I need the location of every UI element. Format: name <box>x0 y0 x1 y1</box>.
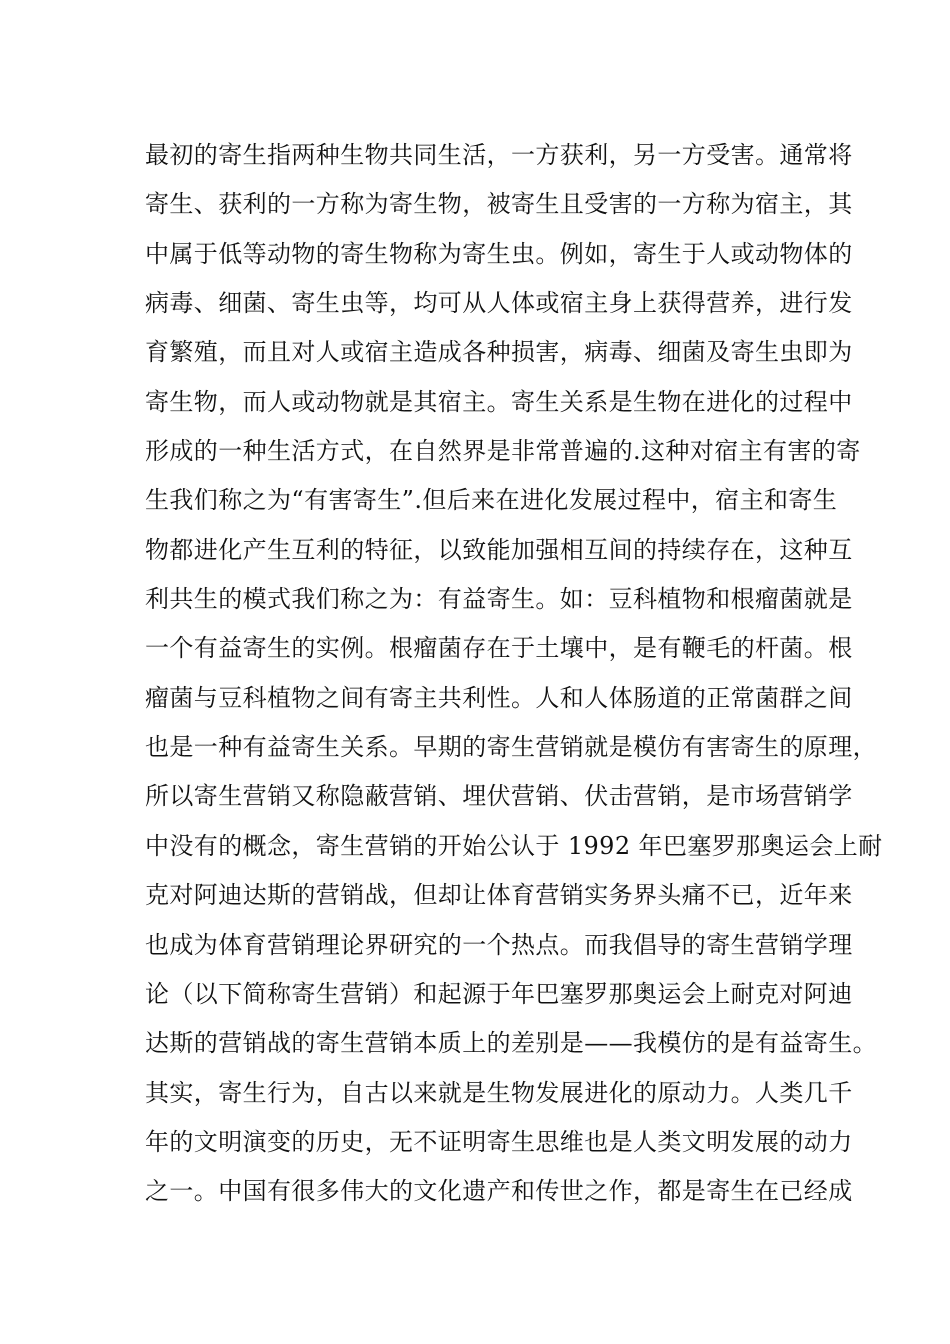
text-line-2: 寄生、获利的一方称为寄生物，被寄生且受害的一方称为宿主，其 <box>145 190 853 219</box>
text-line-22: 之一。中国有很多伟大的文化遗产和传世之作，都是寄生在已经成 <box>145 1177 853 1206</box>
text-line-7: 形成的一种生活方式，在自然界是非常普遍的.这种对宿主有害的寄 <box>145 437 861 466</box>
text-line-10: 利共生的模式我们称之为：有益寄生。如：豆科植物和根瘤菌就是 <box>145 585 853 614</box>
text-line-1: 最初的寄生指两种生物共同生活，一方获利，另一方受害。通常将 <box>145 141 853 169</box>
text-line-9: 物都进化产生互利的特征，以致能加强相互间的持续存在，这种互 <box>145 535 853 564</box>
text-line-17: 也成为体育营销理论界研究的一个热点。而我倡导的寄生营销学理 <box>145 930 853 959</box>
text-line-19: 达斯的营销战的寄生营销本质上的差别是——我模仿的是有益寄生。 <box>145 1029 877 1058</box>
text-line-5: 育繁殖，而且对人或宿主造成各种损害，病毒、细菌及寄生虫即为 <box>145 338 853 367</box>
text-line-16: 克对阿迪达斯的营销战，但却让体育营销实务界头痛不已，近年来 <box>145 881 853 910</box>
text-line-4: 病毒、细菌、寄生虫等，均可从人体或宿主身上获得营养，进行发 <box>145 289 853 318</box>
text-line-14: 所以寄生营销又称隐蔽营销、埋伏营销、伏击营销，是市场营销学 <box>145 782 853 811</box>
text-line-20: 其实，寄生行为，自古以来就是生物发展进化的原动力。人类几千 <box>145 1078 853 1107</box>
text-line-3: 中属于低等动物的寄生物称为寄生虫。例如，寄生于人或动物体的 <box>145 239 853 268</box>
text-line-21: 年的文明演变的历史，无不证明寄生思维也是人类文明发展的动力 <box>145 1127 853 1156</box>
text-line-8: 生我们称之为“有害寄生”.但后来在进化发展过程中，宿主和寄生 <box>145 486 838 515</box>
text-line-18: 论（以下简称寄生营销）和起源于年巴塞罗那奥运会上耐克对阿迪 <box>145 979 853 1008</box>
text-line-11: 一个有益寄生的实例。根瘤菌存在于土壤中，是有鞭毛的杆菌。根 <box>145 634 853 663</box>
text-line-15: 中没有的概念，寄生营销的开始公认于 1992 年巴塞罗那奥运会上耐 <box>145 831 883 860</box>
text-line-12: 瘤菌与豆科植物之间有寄主共利性。人和人体肠道的正常菌群之间 <box>145 683 853 712</box>
text-line-6: 寄生物，而人或动物就是其宿主。寄生关系是生物在进化的过程中 <box>145 387 853 416</box>
text-line-13: 也是一种有益寄生关系。早期的寄生营销就是模仿有害寄生的原理， <box>145 733 877 762</box>
body-paragraph <box>145 131 883 1217</box>
